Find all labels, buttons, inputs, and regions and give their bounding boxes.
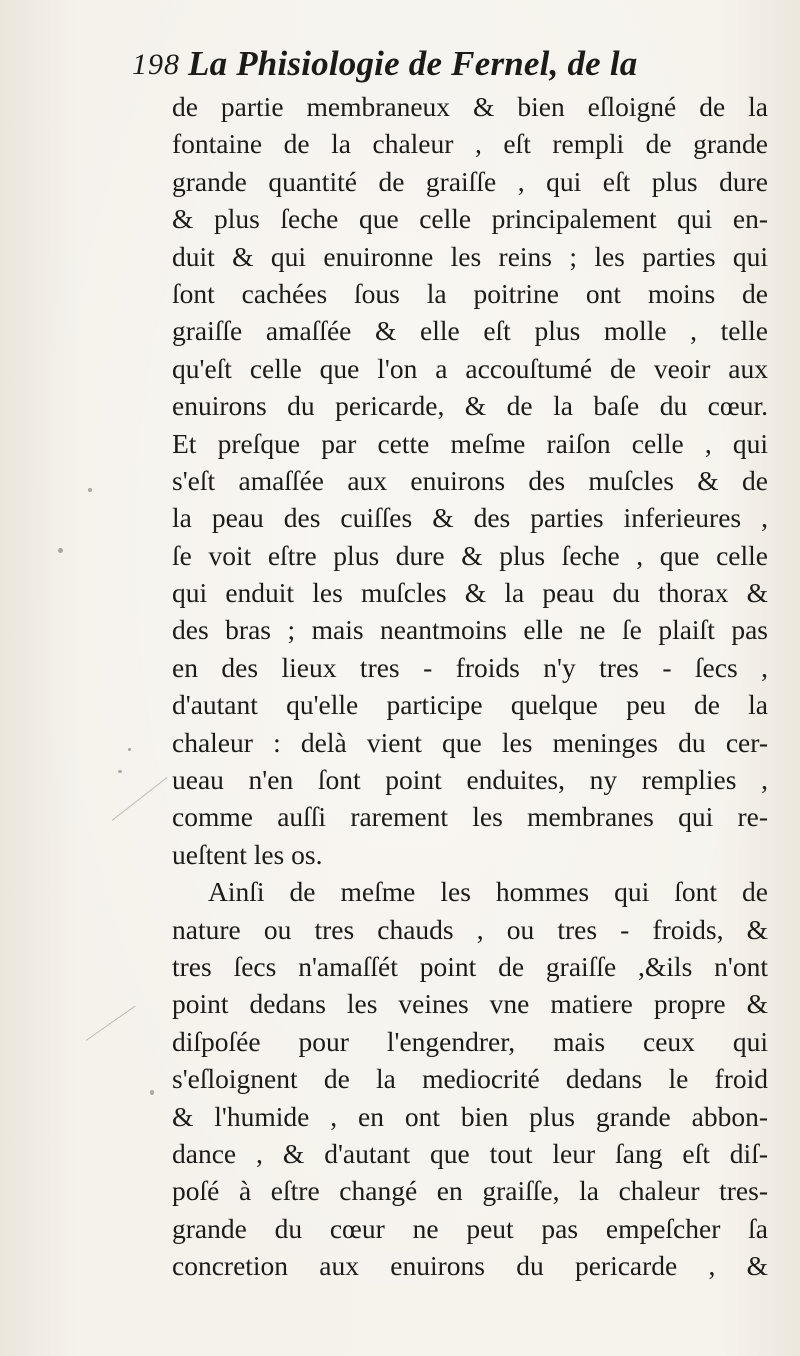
text-line: graiſſe amaſſée & elle eſt plus molle , telle <box>172 315 768 347</box>
paper-speck <box>58 548 63 553</box>
text-line: duit & qui enuironne les reins ; les parties qui <box>172 240 768 272</box>
text-line: concretion aux enuirons du pericarde , & <box>172 1250 768 1282</box>
page-number: 198 <box>132 48 180 81</box>
text-line: nature ou tres chauds , ou tres - froids, & <box>172 913 768 945</box>
paper-mark <box>112 777 168 821</box>
text-line: des bras ; mais neantmoins elle ne ſe plaiſt pas <box>172 614 768 646</box>
running-title: La Phisiologie de Fernel, de la <box>188 44 638 83</box>
paper-speck <box>150 1090 154 1095</box>
text-line: ſont cachées ſous la poitrine ont moins de <box>172 277 768 309</box>
paper-speck <box>88 488 92 492</box>
text-line: de partie membraneux & bien eſloigné de la <box>172 91 768 122</box>
text-line: grande quantité de graiſſe , qui eſt plus dure <box>172 165 768 197</box>
text-line: diſpoſée pour l'engendrer, mais ceux qui <box>172 1025 768 1057</box>
paper-speck <box>118 770 122 773</box>
paper-mark <box>86 1006 136 1041</box>
text-line: point dedans les veines vne matiere propre & <box>172 988 768 1020</box>
text-line: ſe voit eſtre plus dure & plus ſeche , que celle <box>172 539 768 571</box>
text-line: Et preſque par cette meſme raiſon celle , qui <box>172 427 768 459</box>
text-line: ueſtent les os. <box>172 838 323 870</box>
text-line: qu'eſt celle que l'on a accouſtumé de veoir aux <box>172 352 768 384</box>
body-text <box>172 88 768 1285</box>
text-line: tres ſecs n'amaſſét point de graiſſe ,&ils n'ont <box>172 950 768 982</box>
text-line: s'eſloignent de la mediocrité dedans le froid <box>172 1063 768 1095</box>
text-line: comme auſſi rarement les membranes qui re- <box>172 801 768 833</box>
text-line: Ainſi de meſme les hommes qui ſont de <box>208 876 768 908</box>
text-line: chaleur : delà vient que les meninges du cer- <box>172 726 768 758</box>
text-line: qui enduit les muſcles & la peau du thorax & <box>172 577 768 609</box>
text-line: poſé à eſtre changé en graiſſe, la chaleur tres- <box>172 1175 768 1207</box>
paper-speck <box>128 748 131 751</box>
text-line: la peau des cuiſſes & des parties inferieures , <box>172 502 768 534</box>
text-line: en des lieux tres - froids n'y tres - ſecs , <box>172 651 768 683</box>
page-header <box>132 42 772 92</box>
text-line: grande du cœur ne peut pas empeſcher ſa <box>172 1212 768 1244</box>
text-line: fontaine de la chaleur , eſt rempli de grande <box>172 128 768 160</box>
text-line: & plus ſeche que celle principalement qui en- <box>172 203 768 235</box>
text-line: dance , & d'autant que tout leur ſang eſt diſ- <box>172 1137 768 1169</box>
text-line: s'eſt amaſſée aux enuirons des muſcles & de <box>172 464 768 496</box>
text-line: ueau n'en ſont point enduites, ny remplies , <box>172 764 768 796</box>
text-line: enuirons du pericarde, & de la baſe du cœur. <box>172 390 768 422</box>
text-line: & l'humide , en ont bien plus grande abbon- <box>172 1100 768 1132</box>
text-line: d'autant qu'elle participe quelque peu de la <box>172 689 768 721</box>
